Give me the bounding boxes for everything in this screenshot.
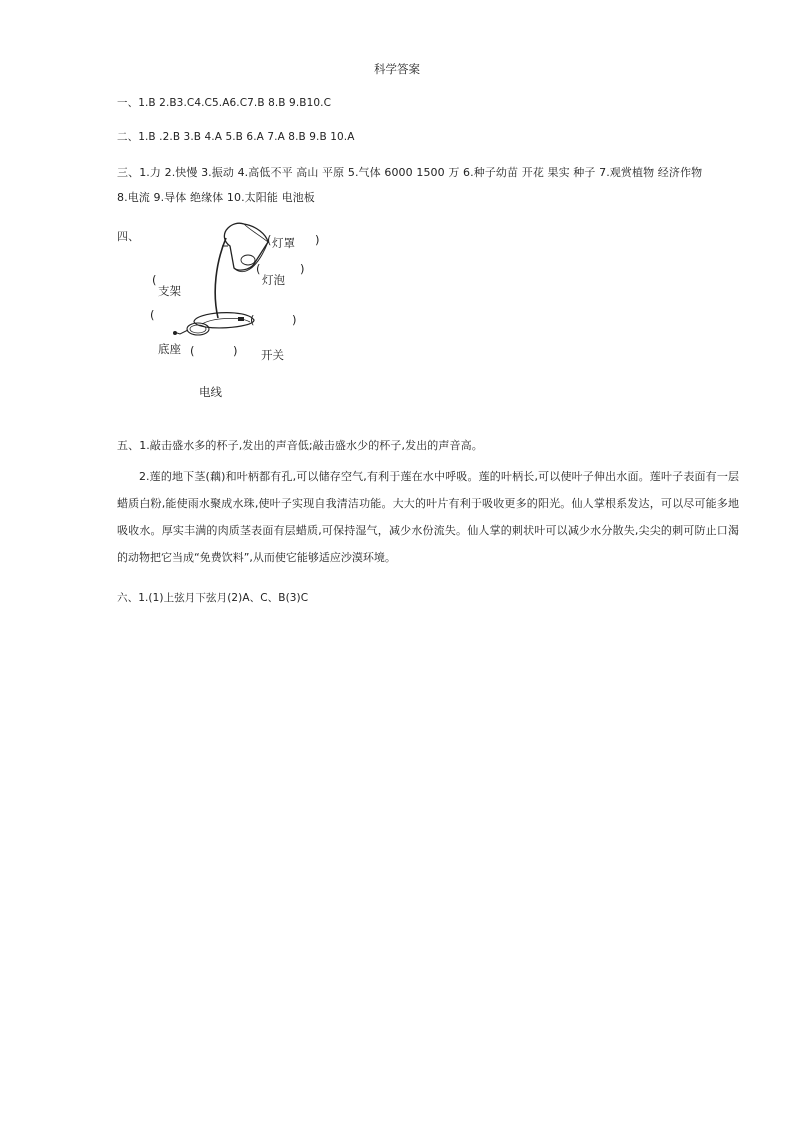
blank-base-close: ) bbox=[233, 344, 238, 358]
answer-section-5-line-1: 五、1.敲击盛水多的杯子,发出的声音低;敲击盛水少的杯子,发出的声音高。 bbox=[117, 439, 483, 452]
blank-base-open: ( bbox=[190, 344, 195, 358]
blank-switch-open: ( bbox=[250, 313, 255, 327]
label-lamp-shade: 灯罩 bbox=[272, 236, 295, 250]
label-lamp-switch: 开关 bbox=[261, 348, 284, 362]
blank-wire-open: ( bbox=[150, 308, 155, 322]
label-lamp-wire: 电线 bbox=[199, 385, 222, 399]
blank-shade-close: ) bbox=[315, 233, 320, 247]
answer-section-4-label: 四、 bbox=[117, 230, 140, 243]
lamp-shade-shape bbox=[224, 223, 268, 270]
answer-section-3-line-2: 8.电流 9.导体 绝缘体 10.太阳能 电池板 bbox=[117, 191, 315, 204]
label-lamp-base: 底座 bbox=[158, 342, 181, 356]
label-lamp-stand: 支架 bbox=[158, 284, 181, 298]
lamp-bulb-shape bbox=[241, 255, 255, 265]
lamp-switch-shape bbox=[238, 317, 244, 321]
lamp-stand-shape bbox=[215, 238, 226, 318]
blank-switch-close: ) bbox=[292, 313, 297, 327]
blank-bulb-close: ) bbox=[300, 262, 305, 276]
answer-section-2: 二、1.B .2.B 3.B 4.A 5.B 6.A 7.A 8.B 9.B 10.A bbox=[117, 131, 355, 143]
blank-bulb-open: ( bbox=[256, 262, 261, 276]
answer-section-1: 一、1.B 2.B3.C4.C5.A6.C7.B 8.B 9.B10.C bbox=[117, 97, 331, 109]
answer-section-6: 六、1.(1)上弦月下弦月(2)A、C、B(3)C bbox=[117, 592, 309, 604]
page-title: 科学答案 bbox=[374, 62, 420, 76]
blank-shade-open: ( bbox=[267, 233, 272, 247]
blank-stand-open: ( bbox=[152, 273, 157, 287]
answer-section-3-line-1: 三、1.力 2.快慢 3.振动 4.高低不平 高山 平原 5.气体 6000 1500 万 6.种子幼苗 开花 果实 种子 7.观赏植物 经济作物 bbox=[117, 166, 703, 179]
answer-section-5-paragraph-2: 2.莲的地下茎(藕)和叶柄都有孔,可以储存空气,有利于莲在水中呼吸。莲的叶柄长,可以使叶子伸出水面。莲叶子表面有一层蜡质白粉,能使雨水聚成水珠,使叶子实现自我清洁功能。大大的叶片有利于吸收更多的阳光。仙人掌根系发达，可以尽可能多地吸收水。厚实丰满的肉质茎表面有层蜡质,可保持湿气，减少水份流失。仙人掌的刺状叶可以减少水分散失,尖尖的刺可防止口渴的动物把它当成“免费饮料”,从而使它能够适应沙漠环境。 bbox=[117, 470, 739, 564]
label-lamp-bulb: 灯泡 bbox=[262, 273, 285, 287]
